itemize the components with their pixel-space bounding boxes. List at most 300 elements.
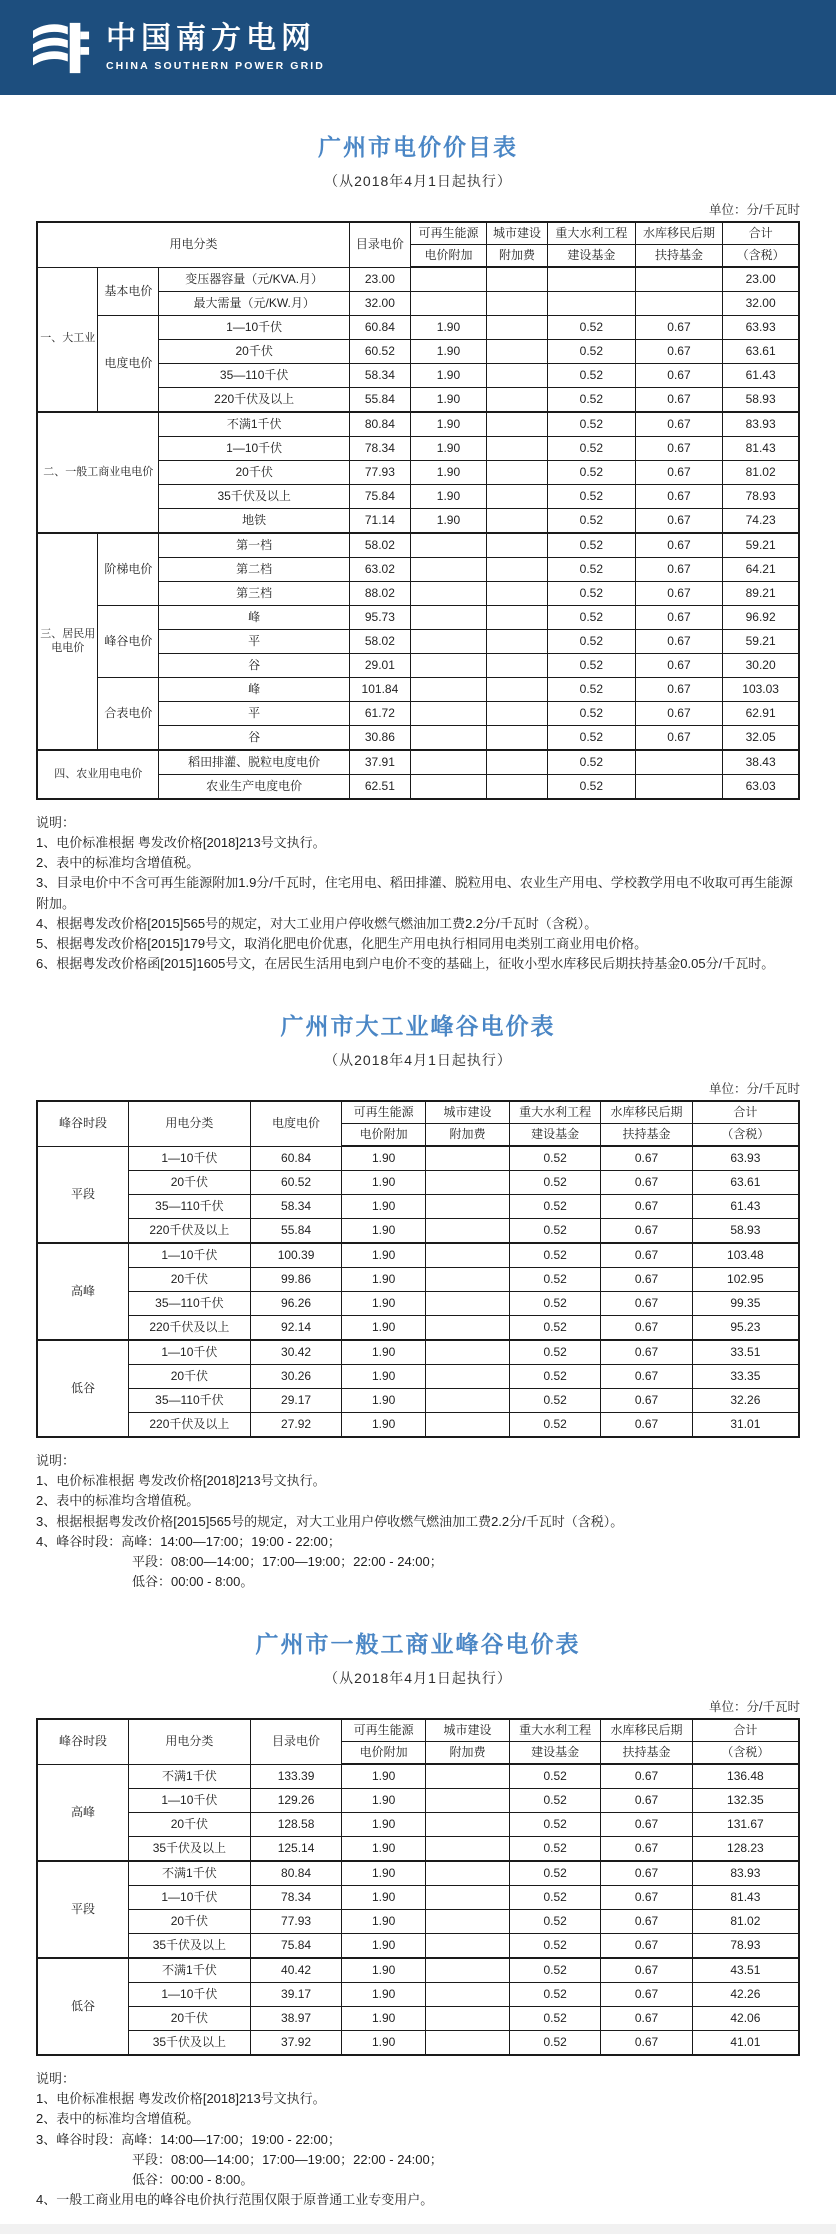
table-cell: 89.21 xyxy=(723,582,799,606)
table-row xyxy=(37,1268,799,1292)
table-cell xyxy=(487,292,548,316)
table-cell: 0.52 xyxy=(509,1837,600,1862)
table-cell: 60.52 xyxy=(349,340,410,364)
table-cell xyxy=(410,775,486,800)
table-cell: 23.00 xyxy=(723,267,799,292)
col-header-energy-price: 电度电价 xyxy=(250,1101,341,1146)
table-cell xyxy=(635,775,723,800)
table-cell: 0.52 xyxy=(509,1983,600,2007)
item-cell: 1—10千伏 xyxy=(128,1146,250,1171)
table-cell: 0.52 xyxy=(509,1413,600,1438)
table-cell: 0.67 xyxy=(601,1886,692,1910)
table-cell: 0.52 xyxy=(548,340,636,364)
table-cell: 1.90 xyxy=(342,1268,426,1292)
period-cell: 高峰 xyxy=(37,1764,128,1861)
table-cell xyxy=(426,1934,510,1959)
table-cell: 0.52 xyxy=(509,1316,600,1341)
table-cell: 1.90 xyxy=(342,1243,426,1268)
item-cell: 20千伏 xyxy=(159,461,350,485)
col-header-water-2: 建设基金 xyxy=(548,245,636,268)
col-header-renewable-1: 可再生能源 xyxy=(342,1719,426,1742)
table-cell: 37.92 xyxy=(250,2031,341,2056)
brand-name-cn: 中国南方电网 xyxy=(106,21,316,55)
table-cell: 62.91 xyxy=(723,702,799,726)
table-cell xyxy=(426,1886,510,1910)
table-cell: 61.43 xyxy=(692,1195,799,1219)
table-cell: 128.23 xyxy=(692,1837,799,1862)
col-header-city-1: 城市建设 xyxy=(426,1719,510,1742)
item-cell: 第三档 xyxy=(159,582,350,606)
table-cell: 136.48 xyxy=(692,1764,799,1789)
item-cell: 地铁 xyxy=(159,509,350,534)
table-cell: 40.42 xyxy=(250,1958,341,1983)
table-cell: 99.35 xyxy=(692,1292,799,1316)
table-row xyxy=(37,1837,799,1862)
period-cell: 平段 xyxy=(37,1146,128,1243)
table-row xyxy=(37,606,799,630)
table3-notes xyxy=(36,2069,800,2210)
table-cell: 92.14 xyxy=(250,1316,341,1341)
table-cell xyxy=(410,292,486,316)
table-cell: 0.52 xyxy=(509,1171,600,1195)
table-cell: 60.84 xyxy=(250,1146,341,1171)
table-cell: 0.52 xyxy=(509,1219,600,1244)
note-line: 3、根据根据粤发改价格[2015]565号的规定，对大工业用户停收燃气燃油加工费2.2分/千瓦时（含税）。 xyxy=(36,1513,624,1529)
table-cell: 1.90 xyxy=(410,412,486,437)
table-cell: 1.90 xyxy=(342,2031,426,2056)
item-cell: 不满1千伏 xyxy=(128,1764,250,1789)
table-cell: 0.67 xyxy=(635,388,723,413)
table-cell xyxy=(426,2031,510,2056)
table-cell: 0.52 xyxy=(548,388,636,413)
col-header-reservoir-1: 水库移民后期 xyxy=(601,1101,692,1124)
note-line: 平段：08:00—14:00；17:00—19:00；22:00 - 24:00； xyxy=(132,2151,443,2167)
table-cell: 58.34 xyxy=(349,364,410,388)
col-header-renewable-1: 可再生能源 xyxy=(342,1101,426,1124)
table-cell: 0.67 xyxy=(601,1958,692,1983)
price-table-3 xyxy=(36,1718,800,2056)
table-cell xyxy=(635,267,723,292)
table-cell: 63.02 xyxy=(349,558,410,582)
subcategory-cell: 基本电价 xyxy=(98,267,159,316)
table-cell: 31.01 xyxy=(692,1413,799,1438)
col-header-total-1: 合计 xyxy=(692,1719,799,1742)
col-header-total-1: 合计 xyxy=(692,1101,799,1124)
table-cell xyxy=(487,654,548,678)
note-line: 1、电价标准根据 粤发改价格[2018]213号文执行。 xyxy=(36,1473,326,1489)
table-cell: 0.52 xyxy=(548,316,636,340)
table-cell: 0.52 xyxy=(548,437,636,461)
table-cell xyxy=(426,1789,510,1813)
col-header-water-1: 重大水利工程 xyxy=(509,1719,600,1742)
table-cell xyxy=(426,1316,510,1341)
table-cell: 0.52 xyxy=(509,1958,600,1983)
table-cell: 0.67 xyxy=(601,1365,692,1389)
table-cell: 0.52 xyxy=(509,1764,600,1789)
col-header-renewable-1: 可再生能源 xyxy=(410,222,486,245)
table-cell: 1.90 xyxy=(342,1983,426,2007)
table-cell: 95.23 xyxy=(692,1316,799,1341)
item-cell: 20千伏 xyxy=(128,1813,250,1837)
table-cell xyxy=(410,630,486,654)
table-cell: 61.43 xyxy=(723,364,799,388)
table-cell: 63.93 xyxy=(723,316,799,340)
item-cell: 20千伏 xyxy=(128,2007,250,2031)
col-header-city-1: 城市建设 xyxy=(426,1101,510,1124)
table-cell: 83.93 xyxy=(692,1861,799,1886)
table-cell: 0.52 xyxy=(548,702,636,726)
col-header-city-2: 附加费 xyxy=(426,1742,510,1765)
table-cell: 30.86 xyxy=(349,726,410,751)
col-header-water-1: 重大水利工程 xyxy=(548,222,636,245)
item-cell: 1—10千伏 xyxy=(128,1340,250,1365)
table-row xyxy=(37,222,799,245)
table-cell: 61.72 xyxy=(349,702,410,726)
table-cell: 103.03 xyxy=(723,678,799,702)
table-cell: 27.92 xyxy=(250,1413,341,1438)
table-cell: 103.48 xyxy=(692,1243,799,1268)
note-line: 2、表中的标准均含增值税。 xyxy=(36,855,200,871)
table-row xyxy=(37,1243,799,1268)
col-header-list-price: 目录电价 xyxy=(349,222,410,267)
table-cell: 80.84 xyxy=(349,412,410,437)
table-cell xyxy=(410,606,486,630)
table-cell: 32.00 xyxy=(723,292,799,316)
subcategory-cell: 电度电价 xyxy=(98,316,159,413)
table-cell: 1.90 xyxy=(342,1861,426,1886)
table-cell xyxy=(410,533,486,558)
notes-label: 说明： xyxy=(36,815,76,830)
table-cell: 0.67 xyxy=(601,2031,692,2056)
item-cell: 最大需量（元/KW.月） xyxy=(159,292,350,316)
table-cell: 0.67 xyxy=(601,1340,692,1365)
table-cell: 81.02 xyxy=(692,1910,799,1934)
table-cell: 128.58 xyxy=(250,1813,341,1837)
table1-notes xyxy=(36,813,800,974)
table3-unit-label: 单位：分/千瓦时 xyxy=(709,1700,800,1715)
col-header-city-1: 城市建设 xyxy=(487,222,548,245)
table-row xyxy=(37,1195,799,1219)
table-cell xyxy=(487,630,548,654)
footer-strip xyxy=(0,2224,836,2234)
table-cell xyxy=(487,558,548,582)
col-header-renewable-2: 电价附加 xyxy=(342,1124,426,1147)
table-cell: 0.52 xyxy=(548,533,636,558)
table-cell: 1.90 xyxy=(342,1413,426,1438)
table-cell xyxy=(426,1910,510,1934)
table-row xyxy=(37,1389,799,1413)
table-cell: 77.93 xyxy=(250,1910,341,1934)
table-cell: 0.67 xyxy=(601,1764,692,1789)
table-cell: 0.67 xyxy=(601,2007,692,2031)
table1-effective-date: （从2018年4月1日起执行） xyxy=(324,173,512,189)
table-cell xyxy=(487,412,548,437)
table-cell: 0.52 xyxy=(509,1910,600,1934)
table-cell: 0.52 xyxy=(548,558,636,582)
period-cell: 平段 xyxy=(37,1861,128,1958)
table2-notes xyxy=(36,1451,800,1592)
table-cell: 63.93 xyxy=(692,1146,799,1171)
table-cell xyxy=(487,509,548,534)
table-cell: 1.90 xyxy=(342,2007,426,2031)
table-row xyxy=(37,1764,799,1789)
item-cell: 220千伏及以上 xyxy=(128,1219,250,1244)
col-header-category: 用电分类 xyxy=(128,1101,250,1146)
table-cell: 0.52 xyxy=(509,1292,600,1316)
col-header-city-2: 附加费 xyxy=(426,1124,510,1147)
table-cell: 62.51 xyxy=(349,775,410,800)
table-cell: 42.26 xyxy=(692,1983,799,2007)
table-row xyxy=(37,1886,799,1910)
note-line: 3、目录电价中不含可再生能源附加1.9分/千瓦时，住宅用电、稻田排灌、脱粒用电、农业生产用电、学校教学用电不收取可再生能源附加。 xyxy=(36,875,793,911)
table-cell: 133.39 xyxy=(250,1764,341,1789)
table-cell: 0.67 xyxy=(635,364,723,388)
table-cell: 96.26 xyxy=(250,1292,341,1316)
table-cell: 0.67 xyxy=(601,1268,692,1292)
table-cell: 0.52 xyxy=(548,606,636,630)
table-cell: 58.93 xyxy=(723,388,799,413)
table-cell xyxy=(487,461,548,485)
table-cell: 1.90 xyxy=(342,1764,426,1789)
table-cell: 1.90 xyxy=(410,340,486,364)
table-cell: 30.20 xyxy=(723,654,799,678)
table-cell: 0.67 xyxy=(635,702,723,726)
csg-logo-icon xyxy=(30,19,94,77)
table-cell: 1.90 xyxy=(410,509,486,534)
table-cell: 0.52 xyxy=(548,485,636,509)
table-cell: 0.67 xyxy=(601,1389,692,1413)
table-cell: 0.52 xyxy=(548,654,636,678)
item-cell: 平 xyxy=(159,630,350,654)
table-cell: 0.52 xyxy=(509,1268,600,1292)
table-cell xyxy=(487,364,548,388)
table-cell: 0.67 xyxy=(635,461,723,485)
item-cell: 稻田排灌、脱粒电度电价 xyxy=(159,750,350,775)
table-row xyxy=(37,1789,799,1813)
table-cell: 29.01 xyxy=(349,654,410,678)
note-line: 6、根据粤发改价格函[2015]1605号文，在居民生活用电到户电价不变的基础上，征收小型水库移民后期扶持基金0.05分/千瓦时。 xyxy=(36,955,775,971)
table-row xyxy=(37,1958,799,1983)
table-cell xyxy=(426,1983,510,2007)
table-cell: 0.52 xyxy=(509,1195,600,1219)
table-cell: 0.67 xyxy=(635,340,723,364)
item-cell: 20千伏 xyxy=(128,1365,250,1389)
table-cell xyxy=(426,1764,510,1789)
table-cell: 0.52 xyxy=(548,775,636,800)
table-cell: 1.90 xyxy=(342,1910,426,1934)
table-row xyxy=(37,1146,799,1171)
item-cell: 不满1千伏 xyxy=(159,412,350,437)
col-header-water-1: 重大水利工程 xyxy=(509,1101,600,1124)
table-cell xyxy=(487,582,548,606)
item-cell: 20千伏 xyxy=(128,1171,250,1195)
col-header-city-2: 附加费 xyxy=(487,245,548,268)
note-line: 5、根据粤发改价格[2015]179号文，取消化肥电价优惠，化肥生产用电执行相同用电类别工商业用电价格。 xyxy=(36,935,648,951)
table-cell: 0.67 xyxy=(635,316,723,340)
note-line: 2、表中的标准均含增值税。 xyxy=(36,2111,200,2127)
table-cell: 1.90 xyxy=(342,1195,426,1219)
table-cell xyxy=(487,606,548,630)
price-table-2 xyxy=(36,1100,800,1438)
subcategory-cell: 合表电价 xyxy=(98,678,159,751)
table-cell: 0.67 xyxy=(635,606,723,630)
item-cell: 第一档 xyxy=(159,533,350,558)
item-cell: 220千伏及以上 xyxy=(128,1413,250,1438)
table-cell: 0.52 xyxy=(509,1243,600,1268)
item-cell: 35—110千伏 xyxy=(128,1292,250,1316)
table-cell: 0.67 xyxy=(601,1219,692,1244)
table-cell: 0.67 xyxy=(601,1243,692,1268)
table-cell: 1.90 xyxy=(342,1292,426,1316)
item-cell: 平 xyxy=(159,702,350,726)
table-cell: 0.52 xyxy=(548,750,636,775)
col-header-reservoir-2: 扶持基金 xyxy=(601,1742,692,1765)
table-cell: 1.90 xyxy=(342,1813,426,1837)
table-cell: 0.67 xyxy=(635,558,723,582)
note-line: 低谷：00:00 - 8:00。 xyxy=(132,1573,254,1589)
table-cell xyxy=(487,702,548,726)
table-row xyxy=(37,2007,799,2031)
table-cell: 1.90 xyxy=(342,1886,426,1910)
brand-text xyxy=(106,21,325,72)
table-cell: 39.17 xyxy=(250,1983,341,2007)
item-cell: 20千伏 xyxy=(128,1268,250,1292)
item-cell: 220千伏及以上 xyxy=(159,388,350,413)
table-cell: 125.14 xyxy=(250,1837,341,1862)
item-cell: 不满1千伏 xyxy=(128,1958,250,1983)
col-header-reservoir-2: 扶持基金 xyxy=(601,1124,692,1147)
col-header-period: 峰谷时段 xyxy=(37,1101,128,1146)
table-cell: 96.92 xyxy=(723,606,799,630)
table-cell: 0.52 xyxy=(509,1340,600,1365)
table-cell: 131.67 xyxy=(692,1813,799,1837)
table-cell: 1.90 xyxy=(342,1389,426,1413)
table-cell: 38.43 xyxy=(723,750,799,775)
table-cell: 81.02 xyxy=(723,461,799,485)
col-header-total-2: （含税） xyxy=(723,245,799,268)
table-cell xyxy=(410,678,486,702)
table-cell: 59.21 xyxy=(723,630,799,654)
table2-unit-label: 单位：分/千瓦时 xyxy=(709,1082,800,1097)
table-row xyxy=(37,678,799,702)
table-cell: 100.39 xyxy=(250,1243,341,1268)
item-cell: 1—10千伏 xyxy=(128,1886,250,1910)
table-cell: 0.52 xyxy=(509,1861,600,1886)
item-cell: 1—10千伏 xyxy=(159,437,350,461)
table-cell xyxy=(487,678,548,702)
col-header-reservoir-1: 水库移民后期 xyxy=(601,1719,692,1742)
item-cell: 220千伏及以上 xyxy=(128,1316,250,1341)
table-row xyxy=(37,750,799,775)
note-line: 4、峰谷时段：高峰：14:00—17:00；19:00 - 22:00； xyxy=(36,1533,341,1549)
item-cell: 谷 xyxy=(159,654,350,678)
table2-effective-date: （从2018年4月1日起执行） xyxy=(324,1052,512,1069)
table-cell: 0.67 xyxy=(635,630,723,654)
notes-label: 说明： xyxy=(36,1453,76,1469)
table-cell: 23.00 xyxy=(349,267,410,292)
table-row xyxy=(37,1910,799,1934)
table-row xyxy=(37,1292,799,1316)
table-row xyxy=(37,1219,799,1244)
period-cell: 高峰 xyxy=(37,1243,128,1340)
table-cell: 0.52 xyxy=(509,1789,600,1813)
table-cell xyxy=(487,750,548,775)
table-cell: 0.52 xyxy=(509,1886,600,1910)
table-cell: 33.51 xyxy=(692,1340,799,1365)
table-cell xyxy=(487,437,548,461)
csg-logo xyxy=(30,19,325,77)
table-cell xyxy=(426,1340,510,1365)
table-cell: 0.67 xyxy=(601,1195,692,1219)
table-row xyxy=(37,533,799,558)
table-cell: 63.61 xyxy=(692,1171,799,1195)
price-table-1 xyxy=(36,221,800,800)
table-cell: 43.51 xyxy=(692,1958,799,1983)
table-row xyxy=(37,412,799,437)
table-cell: 0.52 xyxy=(548,364,636,388)
table-cell: 83.93 xyxy=(723,412,799,437)
table-cell: 1.90 xyxy=(342,1340,426,1365)
brand-name-en: CHINA SOUTHERN POWER GRID xyxy=(106,59,325,72)
col-header-reservoir-2: 扶持基金 xyxy=(635,245,723,268)
table-row xyxy=(37,267,799,292)
item-cell: 35—110千伏 xyxy=(128,1389,250,1413)
table-cell xyxy=(635,750,723,775)
item-cell: 峰 xyxy=(159,606,350,630)
table-cell: 0.67 xyxy=(635,678,723,702)
table-cell: 0.67 xyxy=(601,1983,692,2007)
table-cell: 32.05 xyxy=(723,726,799,751)
table-cell: 58.02 xyxy=(349,533,410,558)
table-cell: 59.21 xyxy=(723,533,799,558)
table-cell xyxy=(426,1861,510,1886)
table-cell: 1.90 xyxy=(342,1934,426,1959)
table-cell: 1.90 xyxy=(342,1316,426,1341)
col-header-total-1: 合计 xyxy=(723,222,799,245)
table-cell xyxy=(487,726,548,751)
table-cell xyxy=(410,750,486,775)
table-cell: 1.90 xyxy=(342,1837,426,1862)
table3-effective-date: （从2018年4月1日起执行） xyxy=(324,1670,512,1687)
table-cell xyxy=(487,316,548,340)
category-cell: 二、一般工商业电电价 xyxy=(37,412,159,533)
table-cell: 0.67 xyxy=(635,726,723,751)
table-cell: 0.67 xyxy=(601,1813,692,1837)
col-header-period: 峰谷时段 xyxy=(37,1719,128,1764)
table-row xyxy=(37,1413,799,1438)
table-cell xyxy=(426,1958,510,1983)
table-row xyxy=(37,1101,799,1124)
table-cell: 0.67 xyxy=(601,1861,692,1886)
table-cell: 81.43 xyxy=(692,1886,799,1910)
table-row xyxy=(37,316,799,340)
table-cell: 102.95 xyxy=(692,1268,799,1292)
table-cell xyxy=(426,1413,510,1438)
table-cell xyxy=(426,1365,510,1389)
table-cell xyxy=(426,1268,510,1292)
item-cell: 不满1千伏 xyxy=(128,1861,250,1886)
note-line: 3、峰谷时段：高峰：14:00—17:00；19:00 - 22:00； xyxy=(36,2131,341,2147)
table-cell xyxy=(548,292,636,316)
table-cell: 1.90 xyxy=(410,364,486,388)
table-cell: 0.52 xyxy=(548,412,636,437)
item-cell: 农业生产电度电价 xyxy=(159,775,350,800)
item-cell: 第二档 xyxy=(159,558,350,582)
table1-unit-label: 单位：分/千瓦时 xyxy=(709,203,800,217)
table-cell: 60.84 xyxy=(349,316,410,340)
category-cell: 四、农业用电电价 xyxy=(37,750,159,799)
table-cell: 101.84 xyxy=(349,678,410,702)
